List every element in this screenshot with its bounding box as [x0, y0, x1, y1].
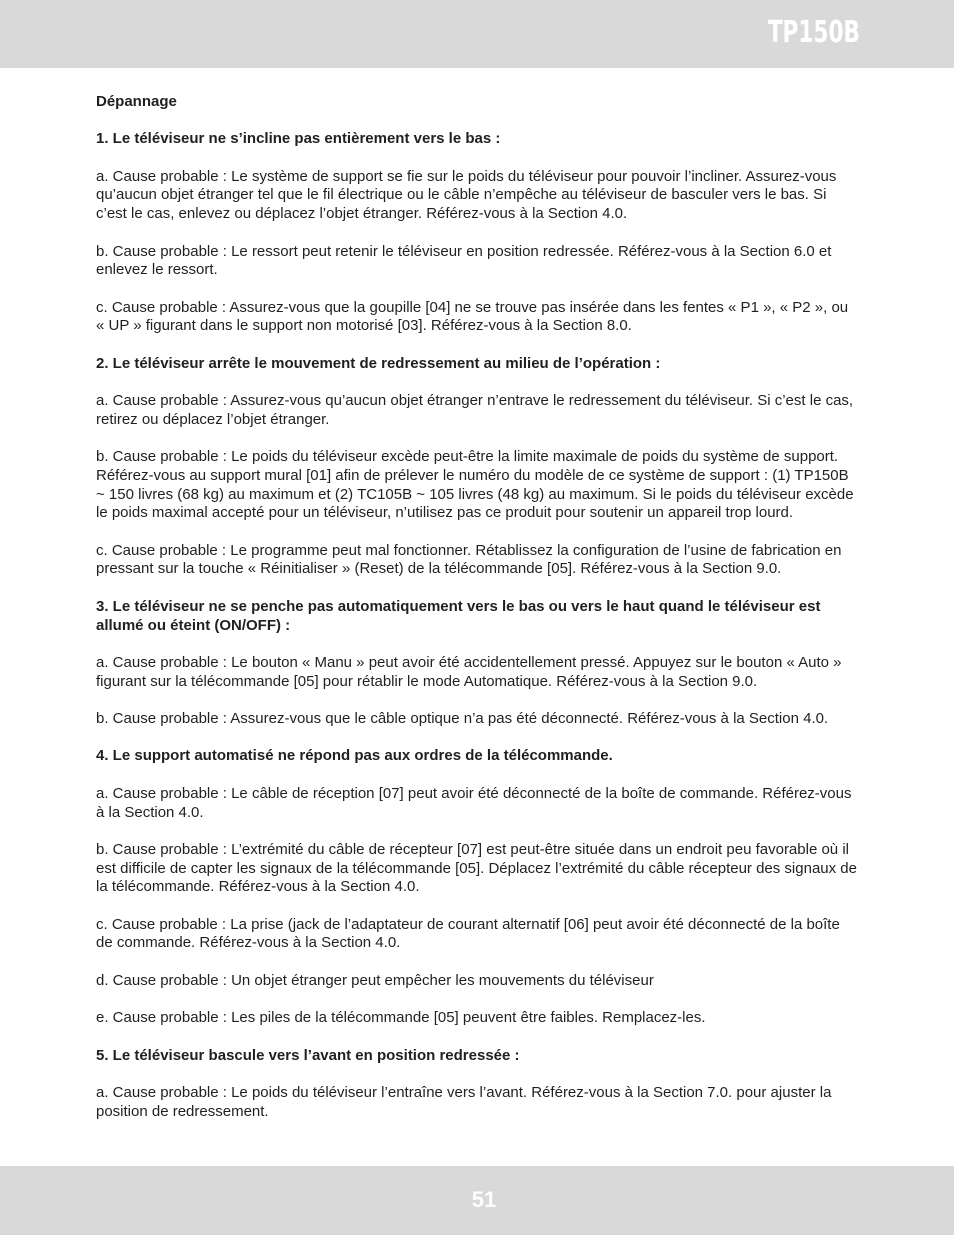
section-5-title: 5. Le téléviseur bascule vers l’avant en position redressée :: [96, 1046, 520, 1064]
section-2-item-b: b. Cause probable : Le poids du téléviseur excède peut-être la limite maximale de poids du système de support. Référez-vous au support mural [01] afin de prélever le numéro du modèle de ce système de support : (1) TP150B ~ 150 livres (68 kg) au maximum et (2) TC105B ~ 105 livres (48 kg) au maximum. Si le poids du téléviseur excède le poids maximal accepté pour un téléviseur, n’utilisez pas ce produit pour soutenir un appareil trop lourd.: [96, 448, 854, 522]
section-4-item-e: e. Cause probable : Les piles de la télécommande [05] peuvent être faibles. Remplacez-les.: [96, 1009, 706, 1027]
section-2-title: 2. Le téléviseur arrête le mouvement de redressement au milieu de l’opération :: [96, 354, 661, 372]
section-1-title: 1. Le téléviseur ne s’incline pas entièrement vers le bas :: [96, 130, 501, 148]
page-heading: Dépannage: [96, 93, 177, 110]
section-3-item-b: b. Cause probable : Assurez-vous que le câble optique n’a pas été déconnecté. Référez-vous à la Section 4.0.: [96, 710, 829, 728]
section-4-title: 4. Le support automatisé ne répond pas aux ordres de la télécommande.: [96, 747, 613, 765]
section-4-item-a: a. Cause probable : Le câble de réception [07] peut avoir été déconnecté de la boîte de commande. Référez-vous à la Section 4.0.: [96, 784, 852, 821]
section-5-item-a: a. Cause probable : Le poids du téléviseur l’entraîne vers l’avant. Référez-vous à la Section 7.0. pour ajuster la position de redressement.: [96, 1083, 832, 1120]
model-title: TP150B: [767, 15, 860, 50]
page-number: 51: [471, 1187, 497, 1212]
section-2-item-a: a. Cause probable : Assurez-vous qu’aucun objet étranger n’entrave le redressement du téléviseur. Si c’est le cas, retirez ou déplacez l’objet étranger.: [96, 392, 854, 428]
section-1-item-a: a. Cause probable : Le système de support se fie sur le poids du téléviseur pour pouvoir l’incliner. Assurez-vous qu’aucun objet étranger tel que le fil électrique ou le câble n’empêche au téléviseur de basculer vers le bas. Si c’est le cas, enlevez ou déplacez l’objet étranger. Référez-vous à la Section 4.0.: [96, 167, 837, 223]
section-2-item-c: c. Cause probable : Le programme peut mal fonctionner. Rétablissez la configuration de l’usine de fabrication en pressant sur la touche « Réinitialiser » (Reset) de la télécommande [05]. Référez-vous à la Section 9.0.: [96, 541, 842, 578]
section-4-item-b: b. Cause probable : L’extrémité du câble de récepteur [07] est peut-être située dans un endroit peu favorable où il est difficile de capter les signaux de la télécommande [05]. Déplacez l’extrémité du câble récepteur des signaux de la télécommande. Référez-vous à la Section 4.0.: [96, 840, 857, 896]
document-body: [96, 93, 860, 1140]
section-3-item-a: a. Cause probable : Le bouton « Manu » peut avoir été accidentellement pressé. Appuyez sur le bouton « Auto » figurant sur la télécommande [05] pour rétablir le mode Automatique. Référez-vous à la Section 9.0.: [96, 653, 842, 690]
section-4-item-c: c. Cause probable : La prise (jack de l’adaptateur de courant alternatif [06] peut avoir été déconnecté de la boîte de commande. Référez-vous à la Section 4.0.: [96, 915, 840, 952]
header-bar: [0, 0, 954, 68]
section-1-item-b: b. Cause probable : Le ressort peut retenir le téléviseur en position redressée. Référez-vous à la Section 6.0 et enlevez le ressort.: [96, 242, 832, 279]
section-3-title: 3. Le téléviseur ne se penche pas automatiquement vers le bas ou vers le haut quand le téléviseur est allumé ou éteint (ON/OFF) :: [96, 597, 821, 634]
section-4-item-d: d. Cause probable : Un objet étranger peut empêcher les mouvements du téléviseur: [96, 971, 654, 989]
section-1-item-c: c. Cause probable : Assurez-vous que la goupille [04] ne se trouve pas insérée dans les fentes « P1 », « P2 », ou « UP » figurant dans le support non motorisé [03]. Référez-vous à la Section 8.0.: [96, 298, 849, 335]
